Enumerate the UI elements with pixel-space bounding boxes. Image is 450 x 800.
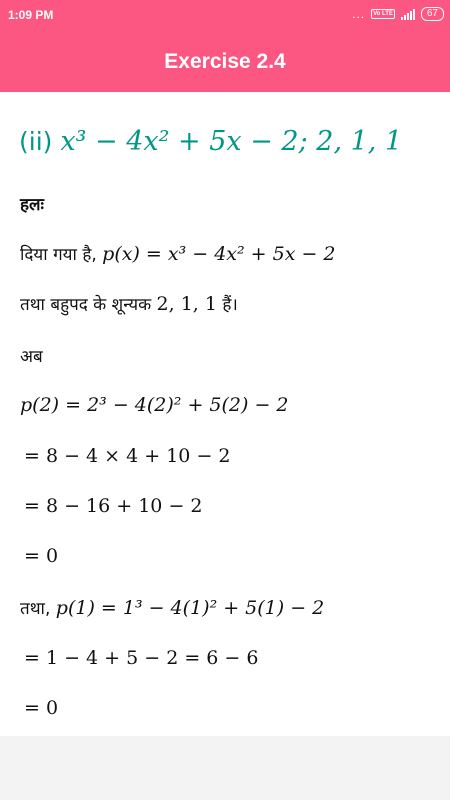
p2-step-1 (24, 445, 231, 467)
p2-step-2 (24, 495, 203, 517)
solution-content (0, 92, 450, 736)
p1-step-1-expression: = 1 − 4 + 5 − 2 = 6 − 6 (24, 647, 259, 669)
p2-step-1-expression: = 8 − 4 × 4 + 10 − 2 (24, 445, 231, 467)
p2-step-2-expression: = 8 − 16 + 10 − 2 (24, 495, 203, 517)
page-title: Exercise 2.4 (164, 50, 286, 73)
status-bar (0, 0, 450, 32)
given-label: दिया गया है, (20, 245, 97, 265)
status-time: 1:09 PM (8, 8, 54, 22)
signal-icon (401, 8, 415, 20)
battery-level: 67 (426, 8, 438, 19)
p2-line (20, 394, 289, 416)
p1-step-1 (24, 647, 259, 669)
more-dots-icon: ... (352, 7, 366, 21)
p2-result-expression: = 0 (24, 545, 59, 567)
also-label: तथा, (20, 599, 51, 619)
app-bar (0, 32, 450, 92)
question-number: (ii) (19, 127, 53, 156)
given-line (20, 242, 336, 265)
p2-expression: p(2) = 2³ − 4(2)² + 5(2) − 2 (20, 394, 289, 416)
solution-label: हलः (20, 195, 44, 215)
question-heading (19, 126, 402, 157)
zeroes-values: 2, 1, 1 (156, 293, 217, 315)
zeroes-text-end: हैं। (222, 295, 238, 315)
status-icons (352, 7, 444, 21)
battery-icon (421, 7, 444, 21)
p1-expression: p(1) = 1³ − 4(1)² + 5(1) − 2 (55, 597, 325, 619)
p1-result-expression: = 0 (24, 697, 59, 719)
bottom-area (0, 736, 450, 800)
zeroes-line (20, 292, 238, 315)
p1-line (20, 596, 324, 619)
p2-result (24, 545, 58, 567)
question-expression: x³ − 4x² + 5x − 2; 2, 1, 1 (60, 126, 403, 157)
p1-result (24, 697, 58, 719)
given-expression: p(x) = x³ − 4x² + 5x − 2 (102, 243, 336, 265)
zeroes-text: तथा बहुपद के शून्यक (20, 295, 152, 315)
volte-icon: Vo LTE (373, 11, 393, 17)
now-label: अब (20, 347, 43, 367)
